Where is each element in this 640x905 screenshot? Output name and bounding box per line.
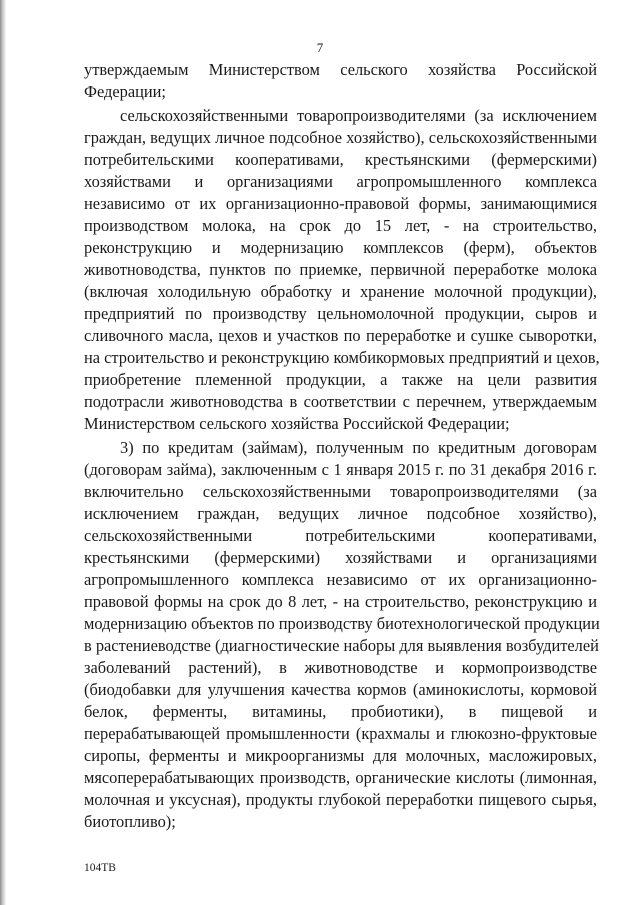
text-line: агропромышленного комплекса независимо от их организационно- <box>84 570 597 589</box>
text-line: (включая холодильную обработку и хранение молочной продукции), <box>84 282 597 301</box>
text-line: реконструкцию и модернизацию комплексов (ферм), объектов <box>84 238 597 257</box>
text-line: модернизацию объектов по производству биотехнологической продукции <box>84 614 600 633</box>
text-line: биотопливо); <box>84 812 176 831</box>
text-line: приобретение племенной продукции, а также на цели развития <box>84 370 597 389</box>
text-line: правовой формы на срок до 8 лет, - на строительство, реконструкцию и <box>84 592 597 611</box>
text-line: белок, ферменты, витамины, пробиотики), в пищевой и <box>84 702 597 721</box>
text-line: включительно сельскохозяйственными товаропроизводителями (за <box>84 482 597 501</box>
text-line: Федерации; <box>84 82 166 101</box>
text-line: молочная и уксусная), продукты глубокой переработки пищевого сырья, <box>84 790 597 809</box>
text-line: хозяйствами и организациями агропромышленного комплекса <box>84 172 597 191</box>
text-line: мясоперерабатывающих производств, органические кислоты (лимонная, <box>84 768 597 787</box>
scan-edge <box>0 0 6 905</box>
text-line: сельскохозяйственными товаропроизводителями (за исключением <box>120 106 597 125</box>
text-line: в растениеводстве (диагностические наборы для выявления возбудителей <box>84 636 599 655</box>
text-line: производством молока, на срок до 15 лет, - на строительство, <box>84 216 597 235</box>
text-line: сельскохозяйственными потребительскими кооперативами, <box>84 526 597 545</box>
text-line: потребительскими кооперативами, крестьянскими (фермерскими) <box>84 150 597 169</box>
text-line: подотрасли животноводства в соответствии с перечнем, утверждаемым <box>84 392 597 411</box>
footer-document-code: 104ТВ <box>84 862 116 874</box>
text-line: животноводства, пунктов по приемке, первичной переработке молока <box>84 260 597 279</box>
text-line: перерабатывающей промышленности (крахмалы и глюкозно-фруктовые <box>84 724 597 743</box>
text-line: 3) по кредитам (займам), полученным по кредитным договорам <box>120 438 597 457</box>
text-line: независимо от их организационно-правовой формы, занимающимися <box>84 194 597 213</box>
text-line: Министерством сельского хозяйства Российской Федерации; <box>84 414 510 433</box>
text-line: заболеваний растений), в животноводстве и кормопроизводстве <box>84 658 597 677</box>
text-line: на строительство и реконструкцию комбикормовых предприятий и цехов, <box>84 348 600 367</box>
page-number: 7 <box>316 40 324 55</box>
text-line: (договорам займа), заключенным с 1 января 2015 г. по 31 декабря 2016 г. <box>84 460 597 479</box>
text-line: сливочного масла, цехов и участков по переработке и сушке сыворотки, <box>84 326 597 345</box>
text-line: граждан, ведущих личное подсобное хозяйство), сельскохозяйственными <box>84 128 597 147</box>
text-line: предприятий по производству цельномолочной продукции, сыров и <box>84 304 597 323</box>
text-line: (биодобавки для улучшения качества кормов (аминокислоты, кормовой <box>84 680 597 699</box>
text-line: сиропы, ферменты и микроорганизмы для молочных, масложировых, <box>84 746 597 765</box>
text-line: крестьянскими (фермерскими) хозяйствами и организациями <box>84 548 597 567</box>
text-line: исключением граждан, ведущих личное подсобное хозяйство), <box>84 504 597 523</box>
text-line: утверждаемым Министерством сельского хозяйства Российской <box>84 60 597 79</box>
